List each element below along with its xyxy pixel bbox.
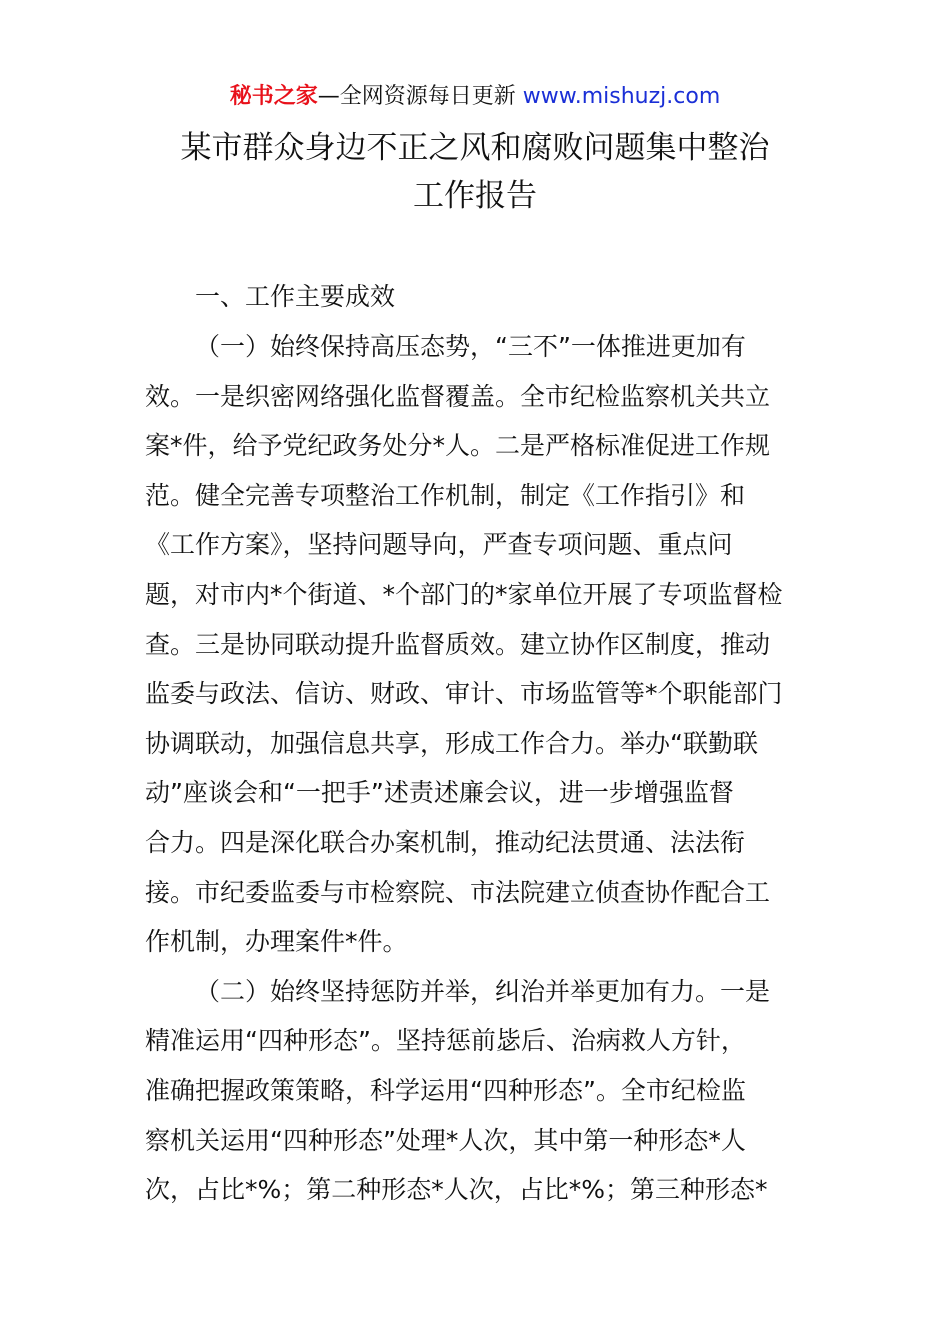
body-line: 监委与政法、信访、财政、审计、市场监管等*个职能部门: [145, 679, 783, 709]
body-line: 作机制，办理案件*件。: [145, 927, 408, 957]
document-title-line-2: 工作报告: [413, 178, 537, 214]
body-line: 案*件，给予党纪政务处分*人。二是严格标准促进工作规: [145, 431, 771, 461]
body-line: 察机关运用“四种形态”处理*人次，其中第一种形态*人: [145, 1125, 746, 1155]
body-line: 次，占比*%；第二种形态*人次，占比*%；第三种形态*: [145, 1175, 768, 1205]
section-heading: 一、工作主要成效: [195, 282, 396, 311]
body-line: （一）始终保持高压态势，“三不”一体推进更加有: [195, 332, 746, 361]
body-line: 接。市纪委监委与市检察院、市法院建立侦查协作配合工: [145, 877, 771, 907]
body-line: 准确把握政策策略，科学运用“四种形态”。全市纪检监: [145, 1075, 746, 1105]
body-line: 《工作方案》，坚持问题导向，严查专项问题、重点问: [145, 530, 733, 560]
brand-name: 秘书之家: [229, 84, 318, 109]
body-line: 效。一是织密网络强化监督覆盖。全市纪检监察机关共立: [145, 381, 771, 411]
body-line: 范。健全完善专项整治工作机制，制定《工作指引》和: [145, 480, 746, 510]
body-line: 查。三是协同联动提升监督质效。建立协作区制度，推动: [145, 629, 771, 659]
body-line: 精准运用“四种形态”。坚持惩前毖后、治病救人方针，: [145, 1026, 746, 1056]
document-title-line-1: 某市群众身边不正之风和腐败问题集中整治: [180, 130, 770, 166]
body-line: 协调联动，加强信息共享，形成工作合力。举办“联勤联: [145, 728, 758, 758]
body-paragraph-1: [145, 322, 807, 1215]
site-header: [0, 82, 950, 112]
body-line: 题，对市内*个街道、*个部门的*家单位开展了专项监督检: [145, 579, 783, 609]
body-line: 动”座谈会和“一把手”述责述廉会议，进一步增强监督: [145, 778, 734, 808]
header-tagline: —全网资源每日更新: [317, 84, 516, 109]
site-url-link[interactable]: www.mishuzj.com: [522, 84, 721, 109]
body-line: 合力。四是深化联合办案机制，推动纪法贯通、法法衔: [145, 827, 746, 857]
body-line: （二）始终坚持惩防并举，纠治并举更加有力。一是: [195, 976, 771, 1006]
